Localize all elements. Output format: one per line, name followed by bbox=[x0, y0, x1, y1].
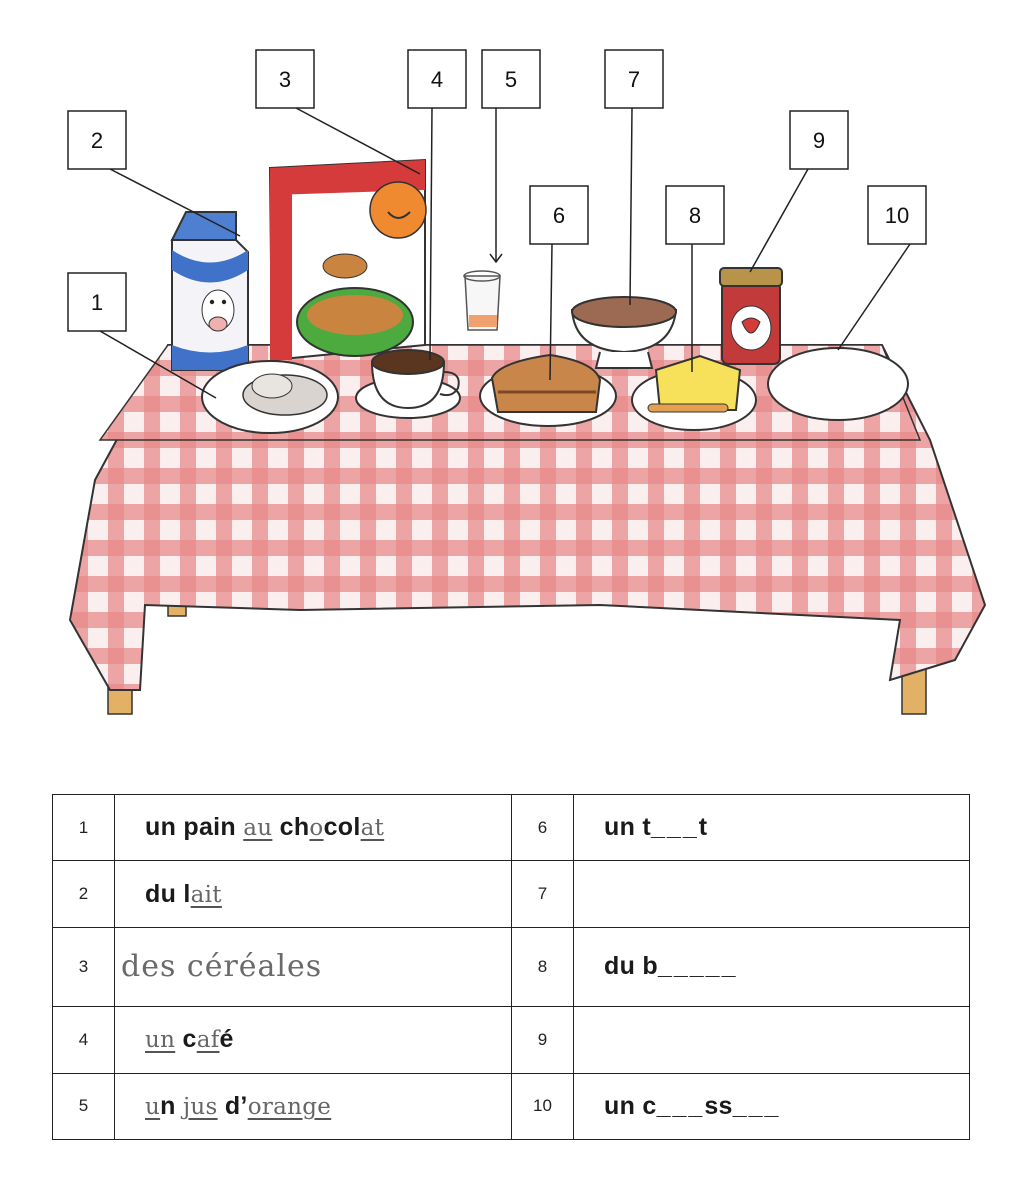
item-number: 4 bbox=[53, 1007, 115, 1073]
jam-jar bbox=[720, 268, 782, 364]
answer-cell-2[interactable]: du lait bbox=[115, 861, 512, 927]
item-number: 5 bbox=[53, 1073, 115, 1139]
juice-glass bbox=[464, 271, 500, 330]
handwritten-answer: au bbox=[243, 815, 273, 842]
table-row bbox=[53, 927, 970, 1007]
answer-cell-4[interactable]: un café bbox=[115, 1007, 512, 1073]
cereal-box bbox=[270, 160, 426, 360]
table-row bbox=[53, 1073, 970, 1139]
handwritten-answer: o bbox=[309, 815, 324, 842]
table-row bbox=[53, 861, 970, 927]
handwritten-answer: u bbox=[145, 1093, 161, 1120]
item-number: 6 bbox=[512, 795, 574, 861]
callout-number-8: 8 bbox=[688, 203, 702, 228]
callout-number-1: 1 bbox=[90, 290, 104, 315]
item-number: 7 bbox=[512, 861, 574, 927]
table-row bbox=[53, 1007, 970, 1073]
fill-in-blank: _____ bbox=[657, 952, 738, 981]
handwritten-answer: un bbox=[145, 1027, 176, 1054]
handwritten-answer: orange bbox=[247, 1093, 332, 1120]
empty-plate bbox=[768, 348, 908, 420]
vocabulary-worksheet-table bbox=[52, 794, 970, 1140]
handwritten-answer: ait bbox=[190, 881, 222, 908]
fill-in-blank: ___ bbox=[732, 1091, 781, 1120]
callout-number-5: 5 bbox=[504, 67, 518, 92]
plate-pain-au-chocolat bbox=[202, 361, 338, 433]
answer-cell-8[interactable]: du b_____ bbox=[574, 927, 970, 1007]
handwritten-answer: at bbox=[360, 815, 385, 842]
handwritten-answer: af bbox=[196, 1027, 220, 1054]
milk-carton bbox=[172, 212, 248, 370]
fill-in-blank: ___ bbox=[651, 813, 699, 842]
fill-in-blank: ___ bbox=[656, 1091, 705, 1120]
callout-number-6: 6 bbox=[552, 203, 566, 228]
callout-number-7: 7 bbox=[627, 67, 641, 92]
answer-cell-3[interactable] bbox=[115, 927, 512, 1007]
item-number: 10 bbox=[512, 1073, 574, 1139]
callout-number-4: 4 bbox=[430, 67, 444, 92]
callout-number-3: 3 bbox=[278, 67, 292, 92]
answer-cell-7[interactable] bbox=[574, 861, 970, 927]
item-number: 1 bbox=[53, 795, 115, 861]
callout-number-9: 9 bbox=[812, 128, 826, 153]
coffee-cup bbox=[356, 350, 460, 418]
handwritten-answer: jus bbox=[182, 1093, 218, 1120]
callout-number-10: 10 bbox=[884, 203, 910, 228]
table-row bbox=[53, 795, 970, 861]
answer-cell-9[interactable] bbox=[574, 1007, 970, 1073]
handwritten-answer: des céréales bbox=[121, 949, 323, 985]
answer-cell-10[interactable]: un c___ss___ bbox=[574, 1073, 970, 1139]
item-number: 9 bbox=[512, 1007, 574, 1073]
callout-number-2: 2 bbox=[90, 128, 104, 153]
answer-cell-6[interactable]: un t___t bbox=[574, 795, 970, 861]
item-number: 2 bbox=[53, 861, 115, 927]
item-number: 3 bbox=[53, 927, 115, 1007]
answer-cell-5[interactable]: un jus d’orange bbox=[115, 1073, 512, 1139]
answer-cell-1[interactable]: un pain au chocolat bbox=[115, 795, 512, 861]
item-number: 8 bbox=[512, 927, 574, 1007]
